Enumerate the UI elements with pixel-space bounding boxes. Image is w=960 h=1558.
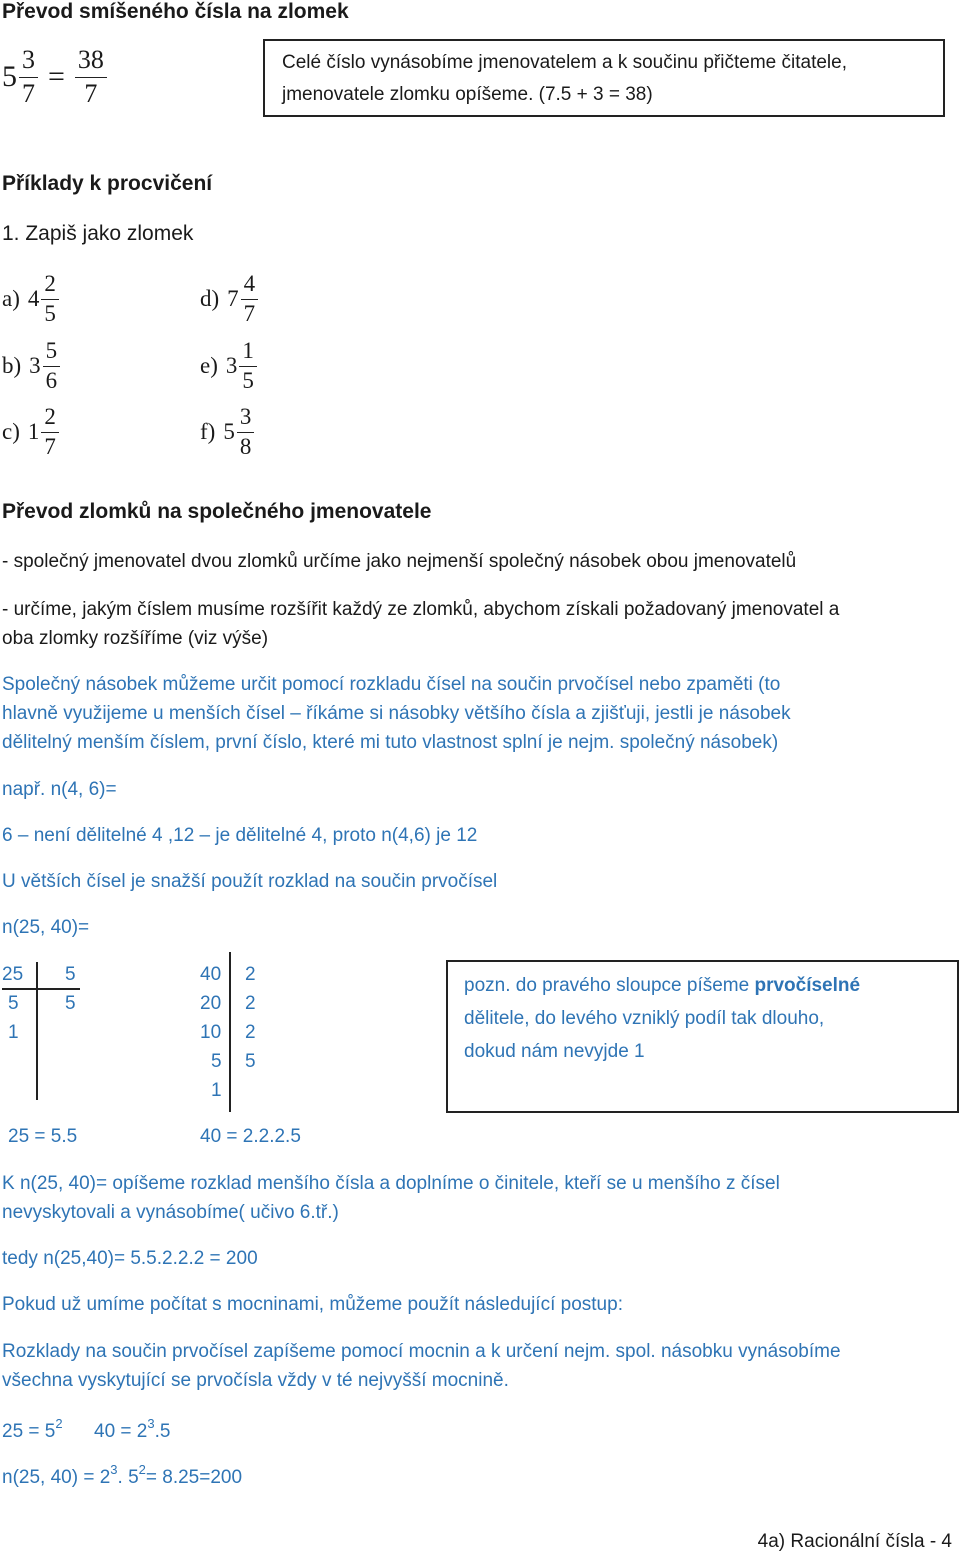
factor-40-quotient-4: 5 <box>211 1051 222 1072</box>
power-form-40: $40 = 2^3.5$ <box>94 1416 171 1442</box>
blue-paragraph-line-2: hlavně využijeme u menších čísel – říkáme si násobky většího čísla a zjišťuji, jestli je násobek <box>2 703 791 724</box>
page-footer: 4a) Racionální čísla - 4 <box>757 1531 952 1552</box>
formula-result: $\frac{38}{7}$ <box>75 44 107 110</box>
factor-25-quotient-1: 25 <box>2 964 24 985</box>
exercise-a: a) 4 $\frac{2}{5}$ <box>2 270 59 329</box>
note-bold-word: prvočíselné <box>754 975 861 996</box>
factor-25-quotient-2: 5 <box>8 993 19 1014</box>
result-40: 40 = 2.2.2.5 <box>200 1126 301 1147</box>
factor-40-divider <box>229 952 231 1112</box>
formula-whole: 5 <box>2 60 17 93</box>
powers-intro: Pokud už umíme počítat s mocninami, můžeme použít následující postup: <box>2 1294 623 1315</box>
section-title-common-denominator: Převod zlomků na společného jmenovatele <box>2 500 432 523</box>
factor-40-divisor-2: 2 <box>245 993 256 1014</box>
k-n-line-2: nevyskytovali a vynásobíme( učivo 6.tř.) <box>2 1202 339 1223</box>
blue-paragraph-line-3: dělitelný menším číslem, první číslo, které mi tuto vlastnost splní je nejm. společný násobek) <box>2 732 779 753</box>
factor-40-divisor-3: 2 <box>245 1022 256 1043</box>
factor-25-divisor-2: 5 <box>65 993 76 1014</box>
exercise-d: d) 7 $\frac{4}{7}$ <box>200 270 258 329</box>
note-line-3: dokud nám nevyjde 1 <box>464 1041 645 1062</box>
factor-25-divisor-1: 5 <box>65 964 76 985</box>
powers-rule-line-2: všechna vyskytující se prvočísla vždy v té nejvyšší mocnině. <box>2 1370 509 1391</box>
bullet-lcm: - společný jmenovatel dvou zlomků určíme jako nejmenší společný násobek obou jmenovatelů <box>2 551 797 572</box>
result-25: 25 = 5.5 <box>8 1126 78 1147</box>
n-25-40-label: n(25, 40)= <box>2 917 90 938</box>
exercise-b: b) 3 $\frac{5}{6}$ <box>2 337 60 396</box>
bigger-numbers-note: U větších čísel je snažší použít rozklad na součin prvočísel <box>2 871 498 892</box>
formula-fraction: $\frac{3}{7}$ <box>19 44 38 110</box>
example-label: např. n(4, 6)= <box>2 779 117 800</box>
note-line-1: pozn. do pravého sloupce píšeme prvočíselné <box>464 975 861 996</box>
factor-25-quotient-3: 1 <box>8 1022 19 1043</box>
factor-40-quotient-1: 40 <box>200 964 222 985</box>
power-form-25: $25 = 5^2$ <box>2 1416 63 1442</box>
k-n-line-1: K n(25, 40)= opíšeme rozklad menšího čísla a doplníme o činitele, kteří se u menšího z čísel <box>2 1173 780 1194</box>
exercise-f: f) 5 $\frac{3}{8}$ <box>200 403 254 462</box>
exercise-c: c) 1 $\frac{2}{7}$ <box>2 403 59 462</box>
bullet-extend-2: oba zlomky rozšíříme (viz výše) <box>2 628 269 649</box>
task-instruction: 1. Zapiš jako zlomek <box>2 222 194 245</box>
examples-title: Příklady k procvičení <box>2 172 213 195</box>
note-line-2: dělitele, do levého vzniklý podíl tak dlouho, <box>464 1008 825 1029</box>
factor-40-divisor-1: 2 <box>245 964 256 985</box>
bullet-extend-1: - určíme, jakým číslem musíme rozšířit každý ze zlomků, abychom získali požadovaný jmenovatel a <box>2 599 840 620</box>
section-title-mixed-number: Převod smíšeného čísla na zlomek <box>2 0 349 23</box>
rule-note-line-1: Celé číslo vynásobíme jmenovatelem a k součinu přičteme čitatele, <box>282 52 847 73</box>
formula-equals: = <box>48 60 65 93</box>
factor-40-quotient-2: 20 <box>200 993 222 1014</box>
blue-paragraph-line-1: Společný násobek můžeme určit pomocí rozkladu čísel na součin prvočísel nebo zpaměti (to <box>2 674 781 695</box>
lcm-final: n(25, $40) = 2^3$. $5^2= 8.25=200$ <box>2 1462 243 1488</box>
rule-note-box <box>263 39 945 117</box>
factor-40-divisor-4: 5 <box>245 1051 256 1072</box>
factor-25-divider <box>36 962 38 1100</box>
example-explanation: 6 – není dělitelné 4 ,12 – je dělitelné 4, proto n(4,6) je 12 <box>2 825 478 846</box>
exercise-e: e) 3 $\frac{1}{5}$ <box>200 337 257 396</box>
rule-note-line-2: jmenovatele zlomku opíšeme. (7.5 + 3 = 38) <box>282 84 653 105</box>
factor-25-underline <box>2 988 80 990</box>
factor-40-quotient-3: 10 <box>200 1022 222 1043</box>
tedy-result: tedy n(25,40)= 5.5.2.2.2 = 200 <box>2 1248 258 1269</box>
prime-divisor-note-box <box>446 960 959 1113</box>
conversion-formula <box>2 44 107 110</box>
powers-rule-line-1: Rozklady na součin prvočísel zapíšeme pomocí mocnin a k určení nejm. spol. násobku vynásobíme <box>2 1341 841 1362</box>
factor-40-quotient-5: 1 <box>211 1080 222 1101</box>
